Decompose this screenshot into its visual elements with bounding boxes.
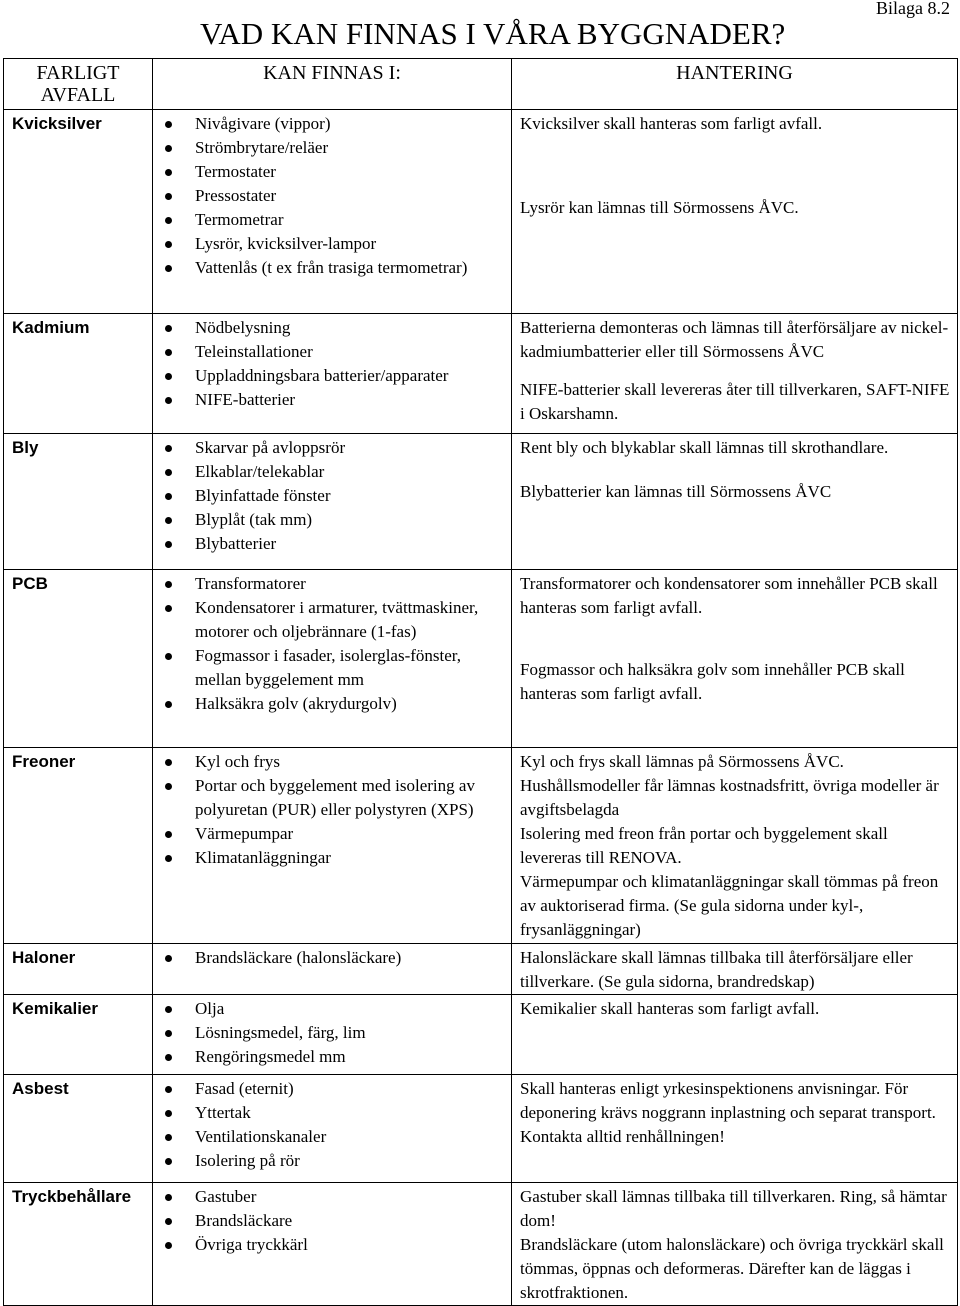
- handling-text: Lysrör kan lämnas till Sörmossens ÅVC.: [520, 198, 799, 217]
- found-in-list: [163, 946, 507, 970]
- list-item-text: Värmepumpar: [195, 824, 294, 843]
- handling-text: NIFE-batterier skall levereras åter till tillverkaren, SAFT-NIFE i Oskarshamn.: [520, 380, 950, 423]
- list-item-text: Strömbrytare/reläer: [195, 138, 329, 157]
- list-item: [163, 774, 507, 822]
- table-row: [4, 110, 958, 314]
- bullet-icon: [165, 1158, 172, 1165]
- bullet-icon: [165, 265, 172, 272]
- handling-text: Skall hanteras enligt yrkesinspektionens anvisningar. För deponering krävs noggrann inplastning och separat transport. Kontakta alltid renhållningen!: [520, 1079, 936, 1146]
- handling-cell: [512, 570, 958, 748]
- list-item-text: Blyplåt (tak mm): [195, 510, 313, 529]
- category-cell: Haloner: [4, 944, 153, 995]
- list-item-text: Halksäkra golv (akrydurgolv): [195, 694, 397, 713]
- list-item: [163, 1209, 507, 1233]
- found-in-cell: [153, 314, 512, 434]
- found-in-list: [163, 436, 507, 556]
- bullet-icon: [165, 469, 172, 476]
- bullet-icon: [165, 653, 172, 660]
- found-in-list: [163, 1185, 507, 1257]
- bullet-icon: [165, 349, 172, 356]
- found-in-cell: [153, 748, 512, 944]
- list-item: [163, 1233, 507, 1257]
- list-item: [163, 508, 507, 532]
- list-item-text: Blyinfattade fönster: [195, 486, 331, 505]
- list-item: [163, 822, 507, 846]
- list-item-text: Pressostater: [195, 186, 277, 205]
- list-item-text: Elkablar/telekablar: [195, 462, 325, 481]
- list-item: [163, 692, 507, 716]
- bullet-icon: [165, 241, 172, 248]
- list-item-text: Portar och byggelement med isolering av polyuretan (PUR) eller polystyren (XPS): [195, 776, 475, 819]
- list-item: [163, 1077, 507, 1101]
- bullet-icon: [165, 1054, 172, 1061]
- bullet-icon: [165, 169, 172, 176]
- handling-text: Gastuber skall lämnas tillbaka till tillverkaren. Ring, så hämtar dom!: [520, 1187, 947, 1230]
- handling-cell: [512, 748, 958, 944]
- header-found-in: KAN FINNAS I:: [153, 59, 512, 110]
- list-item: [163, 1045, 507, 1069]
- bullet-icon: [165, 1134, 172, 1141]
- list-item: [163, 946, 507, 970]
- list-item-text: Övriga tryckkärl: [195, 1235, 308, 1254]
- found-in-list: [163, 750, 507, 870]
- bullet-icon: [165, 581, 172, 588]
- found-in-list: [163, 112, 507, 280]
- bullet-icon: [165, 701, 172, 708]
- list-item: [163, 484, 507, 508]
- handling-text: Batterierna demonteras och lämnas till återförsäljare av nickel-kadmiumbatterier eller till Sörmossens ÅVC: [520, 318, 949, 361]
- list-item-text: Kyl och frys: [195, 752, 280, 771]
- list-item: [163, 316, 507, 340]
- handling-text: Brandsläckare (utom halonsläckare) och övriga tryckkärl skall tömmas, öppnas och deformeras. Därefter kan de läggas i skrotfraktionen.: [520, 1235, 944, 1302]
- bullet-icon: [165, 1218, 172, 1225]
- list-item-text: Lysrör, kvicksilver-lampor: [195, 234, 377, 253]
- bullet-icon: [165, 373, 172, 380]
- handling-text: Kemikalier skall hanteras som farligt avfall.: [520, 999, 820, 1018]
- handling-cell: [512, 1183, 958, 1306]
- list-item-text: Nivågivare (vippor): [195, 114, 331, 133]
- list-item-text: Fogmassor i fasader, isolerglas-fönster, mellan byggelement mm: [195, 646, 462, 689]
- list-item: [163, 340, 507, 364]
- list-item: [163, 364, 507, 388]
- list-item-text: Kondensatorer i armaturer, tvättmaskiner, motorer och oljebrännare (1-fas): [195, 598, 479, 641]
- category-cell: Asbest: [4, 1075, 153, 1183]
- bullet-icon: [165, 517, 172, 524]
- table-row: [4, 570, 958, 748]
- spacer: [520, 460, 953, 480]
- list-item: [163, 644, 507, 692]
- list-item: [163, 136, 507, 160]
- bullet-icon: [165, 1110, 172, 1117]
- list-item-text: Nödbelysning: [195, 318, 291, 337]
- found-in-cell: [153, 944, 512, 995]
- bullet-icon: [165, 397, 172, 404]
- table-row: [4, 748, 958, 944]
- list-item: [163, 1101, 507, 1125]
- bullet-icon: [165, 193, 172, 200]
- found-in-cell: [153, 570, 512, 748]
- found-in-list: [163, 997, 507, 1069]
- category-cell: Tryckbehållare: [4, 1183, 153, 1306]
- list-item: [163, 160, 507, 184]
- list-item: [163, 112, 507, 136]
- appendix-label: Bilaga 8.2: [876, 0, 950, 18]
- bullet-icon: [165, 783, 172, 790]
- handling-cell: [512, 1075, 958, 1183]
- handling-text: Värmepumpar och klimatanläggningar skall tömmas på freon av auktoriserad firma. (Se gula sidorna under kyl-, frysanläggningar): [520, 872, 939, 939]
- found-in-list: [163, 1077, 507, 1173]
- page-title: VAD KAN FINNAS I VÅRA BYGGNADER?: [200, 16, 786, 51]
- list-item-text: NIFE-batterier: [195, 390, 296, 409]
- found-in-list: [163, 316, 507, 412]
- handling-text: Blybatterier kan lämnas till Sörmossens ÅVC: [520, 482, 832, 501]
- list-item: [163, 388, 507, 412]
- list-item-text: Vattenlås (t ex från trasiga termometrar): [195, 258, 468, 277]
- table-row: [4, 1183, 958, 1306]
- table-row: [4, 314, 958, 434]
- found-in-cell: [153, 995, 512, 1075]
- list-item: [163, 572, 507, 596]
- table-header-row: [4, 59, 958, 110]
- bullet-icon: [165, 1194, 172, 1201]
- handling-text: Kvicksilver skall hanteras som farligt avfall.: [520, 114, 823, 133]
- table-row: [4, 995, 958, 1075]
- handling-cell: [512, 110, 958, 314]
- found-in-cell: [153, 1075, 512, 1183]
- handling-text: Fogmassor och halksäkra golv som innehåller PCB skall hanteras som farligt avfall.: [520, 660, 905, 703]
- bullet-icon: [165, 831, 172, 838]
- list-item: [163, 184, 507, 208]
- category-cell: Kadmium: [4, 314, 153, 434]
- list-item: [163, 256, 507, 280]
- table-row: [4, 434, 958, 570]
- list-item-text: Gastuber: [195, 1187, 257, 1206]
- list-item: [163, 1185, 507, 1209]
- found-in-cell: [153, 434, 512, 570]
- handling-cell: [512, 434, 958, 570]
- list-item: [163, 846, 507, 870]
- list-item-text: Klimatanläggningar: [195, 848, 331, 867]
- table-body: [4, 110, 958, 1306]
- list-item-text: Fasad (eternit): [195, 1079, 294, 1098]
- handling-cell: [512, 944, 958, 995]
- list-item: [163, 1125, 507, 1149]
- list-item: [163, 997, 507, 1021]
- list-item: [163, 460, 507, 484]
- bullet-icon: [165, 1030, 172, 1037]
- list-item-text: Yttertak: [195, 1103, 251, 1122]
- list-item: [163, 1021, 507, 1045]
- bullet-icon: [165, 1086, 172, 1093]
- bullet-icon: [165, 605, 172, 612]
- bullet-icon: [165, 121, 172, 128]
- bullet-icon: [165, 217, 172, 224]
- list-item-text: Olja: [195, 999, 225, 1018]
- handling-text: Kyl och frys skall lämnas på Sörmossens ÅVC. Hushållsmodeller får lämnas kostnadsfritt, övriga modeller är avgiftsbelagda: [520, 752, 939, 819]
- category-cell: Freoner: [4, 748, 153, 944]
- waste-table: [3, 58, 958, 1306]
- bullet-icon: [165, 541, 172, 548]
- handling-text: Halonsläckare skall lämnas tillbaka till återförsäljare eller tillverkare. (Se gula sidorna, brandredskap): [520, 948, 913, 991]
- handling-text: Transformatorer och kondensatorer som innehåller PCB skall hanteras som farligt avfall.: [520, 574, 938, 617]
- bullet-icon: [165, 325, 172, 332]
- list-item-text: Brandsläckare: [195, 1211, 293, 1230]
- spacer: [520, 364, 953, 378]
- list-item: [163, 596, 507, 644]
- list-item-text: Blybatterier: [195, 534, 277, 553]
- bullet-icon: [165, 1242, 172, 1249]
- bullet-icon: [165, 445, 172, 452]
- list-item: [163, 750, 507, 774]
- handling-text: Rent bly och blykablar skall lämnas till skrothandlare.: [520, 438, 889, 457]
- table-row: [4, 944, 958, 995]
- bullet-icon: [165, 855, 172, 862]
- list-item-text: Ventilationskanaler: [195, 1127, 327, 1146]
- list-item-text: Brandsläckare (halonsläckare): [195, 948, 402, 967]
- category-cell: PCB: [4, 570, 153, 748]
- list-item: [163, 232, 507, 256]
- list-item: [163, 208, 507, 232]
- handling-text: Isolering med freon från portar och byggelement skall levereras till RENOVA.: [520, 824, 888, 867]
- bullet-icon: [165, 145, 172, 152]
- list-item-text: Termometrar: [195, 210, 284, 229]
- list-item-text: Rengöringsmedel mm: [195, 1047, 346, 1066]
- bullet-icon: [165, 1006, 172, 1013]
- list-item-text: Uppladdningsbara batterier/apparater: [195, 366, 449, 385]
- found-in-cell: [153, 110, 512, 314]
- list-item: [163, 532, 507, 556]
- found-in-list: [163, 572, 507, 716]
- header-hazardous-waste: FARLIGT AVFALL: [4, 59, 153, 110]
- table-row: [4, 1075, 958, 1183]
- list-item-text: Lösningsmedel, färg, lim: [195, 1023, 366, 1042]
- list-item-text: Transformatorer: [195, 574, 306, 593]
- spacer: [520, 136, 953, 196]
- found-in-cell: [153, 1183, 512, 1306]
- bullet-icon: [165, 955, 172, 962]
- list-item: [163, 436, 507, 460]
- category-cell: Bly: [4, 434, 153, 570]
- list-item-text: Isolering på rör: [195, 1151, 300, 1170]
- category-cell: Kvicksilver: [4, 110, 153, 314]
- spacer: [520, 620, 953, 658]
- handling-cell: [512, 314, 958, 434]
- bullet-icon: [165, 759, 172, 766]
- category-cell: Kemikalier: [4, 995, 153, 1075]
- list-item: [163, 1149, 507, 1173]
- header-handling: HANTERING: [512, 59, 958, 110]
- list-item-text: Teleinstallationer: [195, 342, 313, 361]
- list-item-text: Termostater: [195, 162, 276, 181]
- list-item-text: Skarvar på avloppsrör: [195, 438, 346, 457]
- handling-cell: [512, 995, 958, 1075]
- bullet-icon: [165, 493, 172, 500]
